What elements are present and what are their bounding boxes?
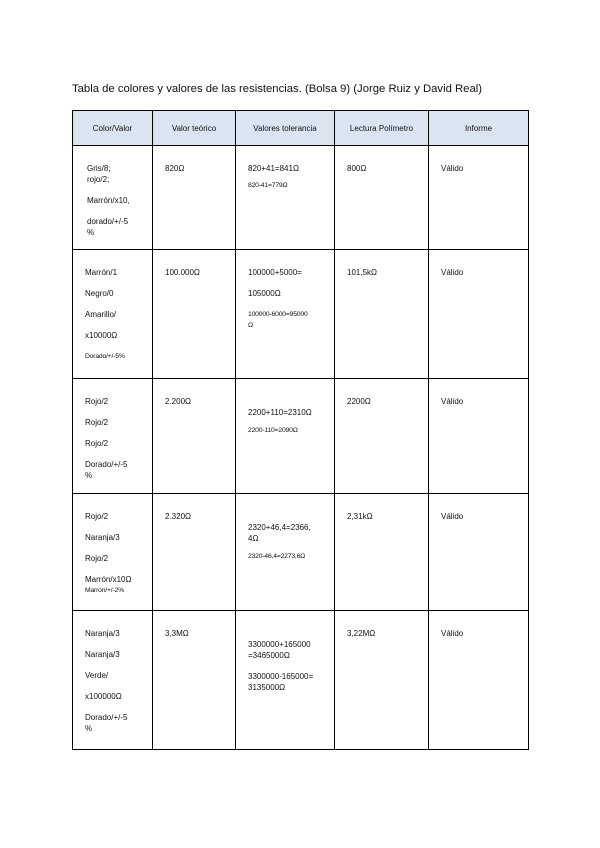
lectura-cell: 800Ω: [335, 146, 429, 250]
header-valores-tolerancia: Valores tolerancia: [236, 111, 335, 146]
page-title: Tabla de colores y valores de las resistencias. (Bolsa 9) (Jorge Ruiz y David Real): [72, 83, 482, 95]
color-cell: Rojo/2 Rojo/2 Rojo/2 Dorado/+/-5 %: [73, 379, 153, 494]
tolerancia-cell: 3300000+165000 =3465000Ω 3300000-165000= 3135000Ω: [236, 611, 335, 750]
informe-cell: Válido: [429, 611, 529, 750]
table-row: [73, 146, 529, 250]
informe-cell: Válido: [429, 250, 529, 379]
tolerancia-cell: 2320+46,4=2366, 4Ω 2320-46,4=2273,6Ω: [236, 494, 335, 611]
header-color-valor: Color/Valor: [73, 111, 153, 146]
tolerancia-cell: 100000+5000= 105000Ω 100000-6000=95000 Ω: [236, 250, 335, 379]
valor-teorico-cell: 100.000Ω: [153, 250, 236, 379]
resistor-table: [72, 110, 529, 750]
table-row: [73, 250, 529, 379]
tolerancia-cell: 2200+110=2310Ω 2200-110=2090Ω: [236, 379, 335, 494]
informe-cell: Válido: [429, 146, 529, 250]
color-cell: Marrón/1 Negro/0 Amarillo/ x10000Ω Dorado/+/-5%: [73, 250, 153, 379]
header-valor-teorico: Valor teórico: [153, 111, 236, 146]
table-row: [73, 611, 529, 750]
informe-cell: Válido: [429, 494, 529, 611]
color-cell: Rojo/2 Naranja/3 Rojo/2 Marrón/x10Ω Marron/+/-2%: [73, 494, 153, 611]
lectura-cell: 101,5kΩ: [335, 250, 429, 379]
table-header-row: [73, 111, 529, 146]
table-row: [73, 494, 529, 611]
valor-teorico-cell: 3,3MΩ: [153, 611, 236, 750]
color-cell: Gris/8; rojo/2; Marrón/x10, dorado/+/-5 %: [73, 146, 153, 250]
valor-teorico-cell: 2.320Ω: [153, 494, 236, 611]
informe-cell: Válido: [429, 379, 529, 494]
color-cell: Naranja/3 Naranja/3 Verde/ x100000Ω Dorado/+/-5 %: [73, 611, 153, 750]
lectura-cell: 2,31kΩ: [335, 494, 429, 611]
table-row: [73, 379, 529, 494]
valor-teorico-cell: 2.200Ω: [153, 379, 236, 494]
header-informe: Informe: [429, 111, 529, 146]
lectura-cell: 3,22MΩ: [335, 611, 429, 750]
valor-teorico-cell: 820Ω: [153, 146, 236, 250]
lectura-cell: 2200Ω: [335, 379, 429, 494]
header-lectura-polimetro: Lectura Polímetro: [335, 111, 429, 146]
tolerancia-cell: 820+41=841Ω 820-41=779Ω: [236, 146, 335, 250]
